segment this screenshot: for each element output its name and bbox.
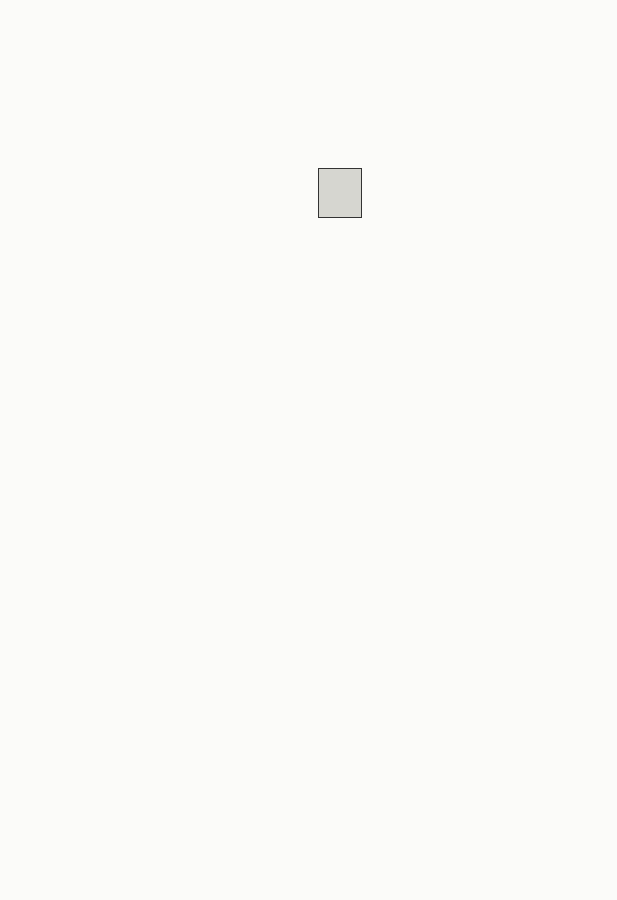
decorated-initial	[318, 168, 362, 218]
